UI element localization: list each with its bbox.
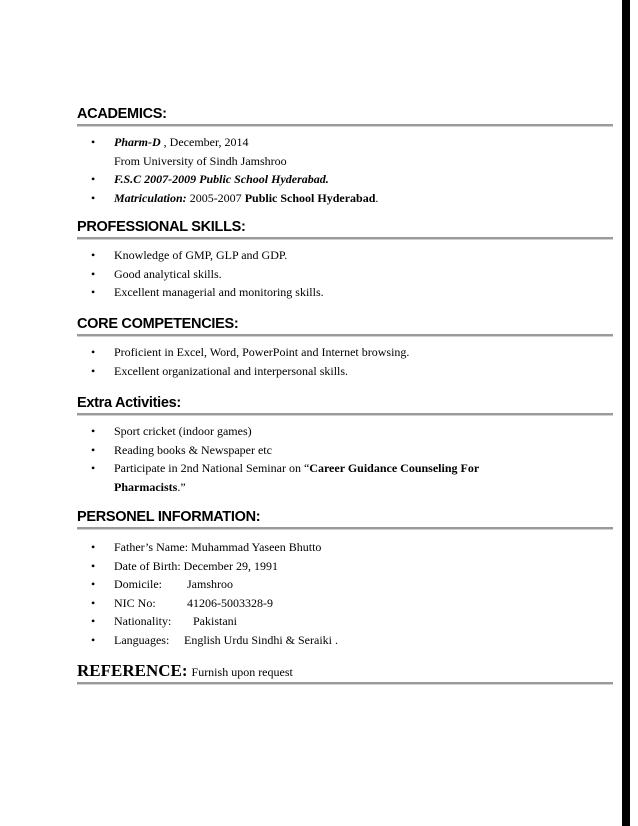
core-competencies-list [77,343,613,380]
bullet-icon: • [91,363,96,378]
core-competencies-section [77,315,613,380]
nationality-value: Pakistani [193,614,237,629]
activity-text: Sport cricket (indoor games) [114,424,252,438]
domicile-label: Domicile: [114,577,162,592]
matric-end: . [375,190,379,205]
competency-text: Proficient in Excel, Word, PowerPoint and Internet browsing. [114,345,410,359]
languages-label: Languages: [114,632,170,647]
professional-skills-heading: PROFESSIONAL SKILLS: [77,219,246,235]
extra-activities-section [77,394,613,496]
list-item [77,265,613,284]
skill-text: Good analytical skills. [114,266,222,281]
bullet-icon: • [91,442,96,457]
reference-section [77,661,613,685]
list-item [77,246,613,265]
academics-list-cont [77,170,613,207]
section-divider [77,527,613,530]
skill-text: Excellent managerial and monitoring skills. [114,285,324,300]
matric-label: Matriculation: [114,190,187,205]
bullet-icon: • [91,172,96,187]
section-divider [77,413,613,416]
bullet-icon: • [91,285,96,300]
list-item [77,594,613,613]
core-competencies-heading: CORE COMPETENCIES: [77,316,239,332]
section-divider [77,237,613,240]
list-item [77,343,613,362]
list-item [77,459,613,496]
list-item [77,631,613,650]
list-item [77,575,613,594]
extra-activities-heading: Extra Activities: [77,395,181,411]
bullet-icon: • [91,461,96,476]
list-item [77,189,613,208]
academics-section [77,105,613,207]
skill-text: Knowledge of GMP, GLP and GDP. [114,248,288,262]
bullet-icon: • [91,577,96,592]
seminar-title: Career Guidance Counseling For [309,461,480,476]
bullet-icon: • [91,248,96,262]
reference-text: Furnish upon request [191,665,293,679]
languages-value: English Urdu Sindhi & Seraiki . [184,632,338,647]
matric-school: Public School Hyderabad [244,190,376,205]
bullet-icon: • [91,632,96,647]
bullet-icon: • [91,614,96,629]
seminar-title-cont: Pharmacists [114,479,178,494]
competency-text: Excellent organizational and interpersonal skills. [114,363,349,378]
professional-skills-list [77,246,613,302]
list-item [77,133,613,152]
nic-label: NIC No: [114,595,156,610]
section-divider [77,682,613,685]
bullet-icon: • [91,266,96,281]
activity-text: Reading books & Newspaper etc [114,442,272,457]
personal-info-list [77,538,613,650]
degree-name: Pharm-D [114,135,161,149]
list-item [77,538,613,557]
section-divider [77,124,613,127]
bullet-icon: • [91,190,96,205]
academics-list [77,133,613,152]
list-item [77,283,613,302]
list-item [77,612,613,631]
list-item [77,170,613,189]
bullet-icon: • [91,424,96,438]
degree-institution: From University of Sindh Jamshroo [114,153,287,168]
bullet-icon: • [91,135,96,149]
list-item [77,441,613,460]
date-of-birth: Date of Birth: December 29, 1991 [114,558,278,573]
nationality-label: Nationality: [114,614,172,629]
section-divider [77,334,613,337]
matric-years: 2005-2007 [186,190,245,205]
bullet-icon: • [91,540,96,554]
list-item [77,422,613,441]
list-item [77,557,613,576]
seminar-intro: Participate in 2nd National Seminar on “ [114,461,310,476]
personal-info-heading: PERSONEL INFORMATION: [77,509,261,525]
bullet-icon: • [91,595,96,610]
seminar-end: .” [177,479,186,494]
reference-heading: REFERENCE: [77,661,188,680]
nic-value: 41206-5003328-9 [187,595,273,610]
fathers-name: Father’s Name: Muhammad Yaseen Bhutto [114,540,322,554]
personal-info-section [77,508,613,650]
academics-heading: ACADEMICS: [77,106,167,122]
list-item [77,362,613,381]
bullet-icon: • [91,558,96,573]
domicile-value: Jamshroo [187,577,233,592]
page-edge-bar [622,0,630,826]
degree-date: , December, 2014 [160,135,249,149]
professional-skills-section [77,218,613,302]
extra-activities-list [77,422,613,496]
fsc-entry: F.S.C 2007-2009 Public School Hyderabad. [114,172,329,187]
bullet-icon: • [91,345,96,359]
